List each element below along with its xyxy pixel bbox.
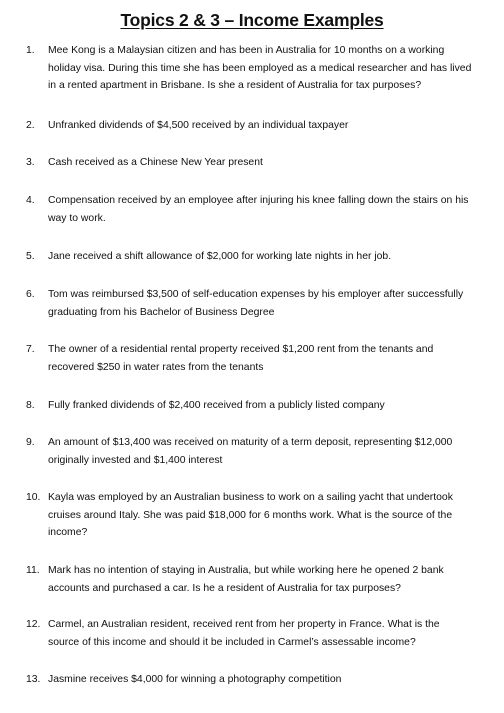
question-line: Mee Kong is a Malaysian citizen and has been in Australia for 10 months on a working [48, 45, 445, 56]
question-number: 1. [26, 45, 35, 56]
question-number: 5. [26, 251, 35, 262]
question-number: 8. [26, 400, 35, 411]
question-line: The owner of a residential rental property received $1,200 rent from the tenants and [48, 344, 434, 355]
question-line: Mark has no intention of staying in Australia, but while working here he opened 2 bank [48, 565, 444, 576]
question-line: in a rented apartment in Brisbane. Is she a resident of Australia for tax purposes? [48, 80, 422, 91]
question-line: income? [48, 527, 88, 538]
question-line: Cash received as a Chinese New Year present [48, 157, 263, 168]
question-text [48, 192, 494, 227]
question-line: accounts and purchased a car. Is he a resident of Australia for tax purposes? [48, 582, 401, 594]
question-text [48, 117, 494, 135]
question-line: recovered $250 in water rates from the tenants [48, 361, 264, 373]
question-line: graduating from his Bachelor of Business Degree [48, 306, 275, 318]
question-number: 13. [26, 674, 41, 685]
question-line: source of this income and should it be included in Carmel’s assessable income? [48, 636, 416, 648]
question-text [48, 671, 494, 689]
question-line: way to work. [48, 212, 106, 224]
question-text [48, 434, 494, 469]
question-line: An amount of $13,400 was received on maturity of a term deposit, representing $12,000 [48, 437, 453, 448]
question-line: Unfranked dividends of $4,500 received by an individual taxpayer [48, 120, 349, 131]
question-text [48, 616, 494, 651]
question-line: holiday visa. During this time she has been employed as a medical researcher and has lived [48, 62, 472, 74]
page-title: Topics 2 & 3 – Income Examples [120, 10, 384, 30]
question-line: Jane received a shift allowance of $2,000 for working late nights in her job. [48, 251, 392, 262]
question-line: Jasmine receives $4,000 for winning a photography competition [48, 674, 342, 685]
question-text [48, 562, 494, 597]
question-text [48, 42, 494, 95]
question-line: Fully franked dividends of $2,400 received from a publicly listed company [48, 400, 385, 411]
question-number: 11. [26, 565, 40, 576]
question-line: Compensation received by an employee after injuring his knee falling down the stairs on his [48, 195, 469, 206]
question-number: 12. [26, 619, 41, 630]
question-text [48, 397, 494, 415]
question-text [48, 489, 494, 542]
question-text [48, 286, 494, 321]
question-number: 3. [26, 157, 35, 168]
question-line: Kayla was employed by an Australian business to work on a sailing yacht that undertook [48, 492, 453, 503]
question-number: 6. [26, 289, 35, 300]
question-line: Carmel, an Australian resident, received rent from her property in France. What is the [48, 619, 440, 630]
question-number: 10. [26, 492, 41, 503]
question-line: originally invested and $1,400 interest [48, 454, 223, 466]
question-number: 9. [26, 437, 35, 448]
question-text [48, 341, 494, 376]
question-text [48, 248, 494, 266]
question-text [48, 154, 494, 172]
question-number: 2. [26, 120, 35, 131]
question-number: 7. [26, 344, 35, 355]
question-line: Tom was reimbursed $3,500 of self-education expenses by his employer after successfully [48, 289, 464, 300]
question-number: 4. [26, 195, 35, 206]
question-line: cruises around Italy. She was paid $18,000 for 6 months work. What is the source of the [48, 509, 453, 521]
